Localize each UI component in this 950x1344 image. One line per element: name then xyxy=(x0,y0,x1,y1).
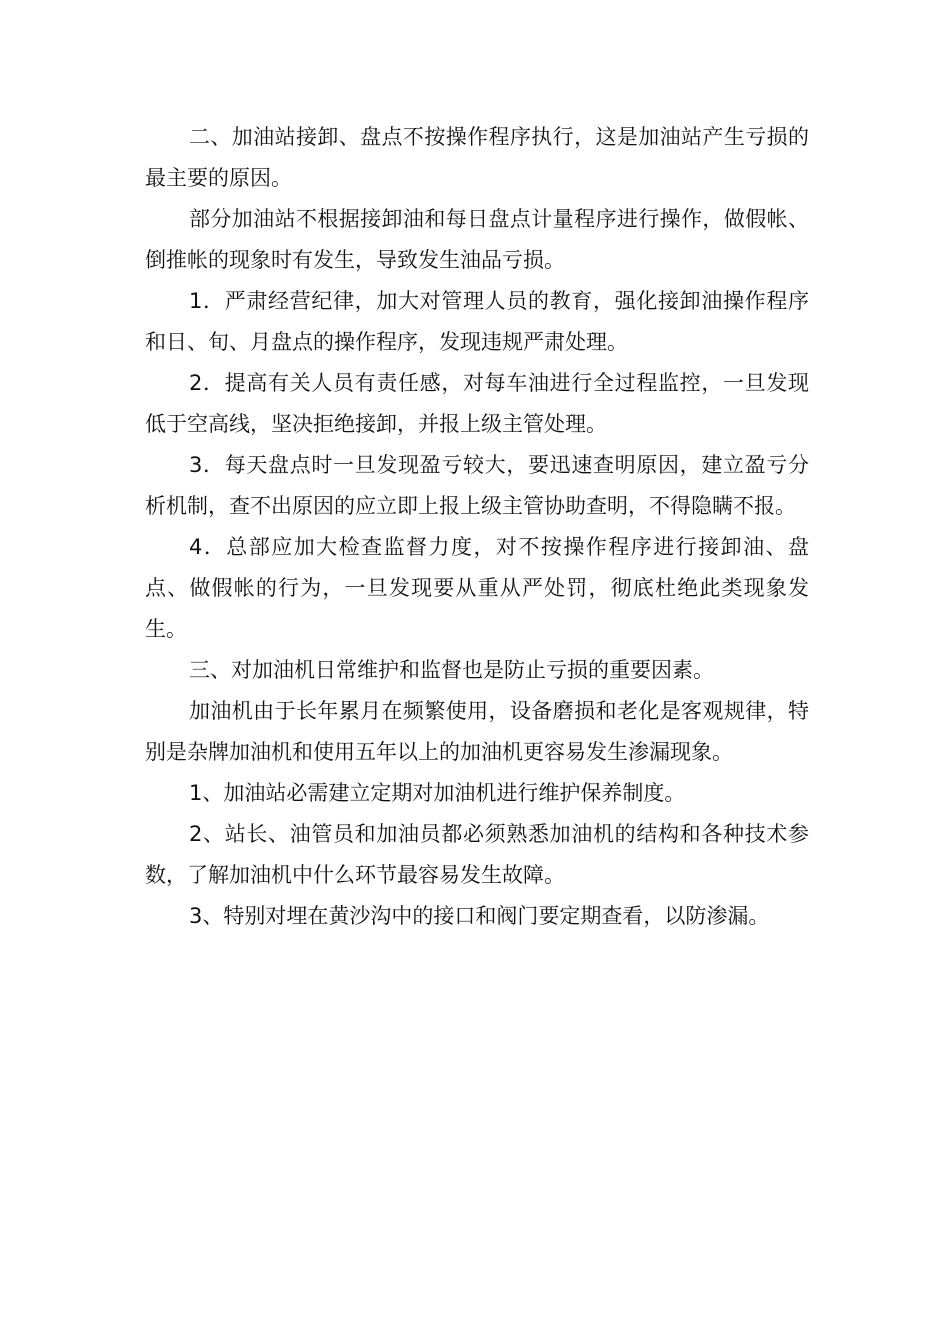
list-item-2: 2、站长、油管员和加油员都必须熟悉加油机的结构和各种技术参数，了解加油机中什么环节最容易发生故障。 xyxy=(145,822,809,887)
list-item-4: 4．总部应加大检查监督力度，对不按操作程序进行接卸油、盘点、做假帐的行为，一旦发现要从重从严处罚，彻底杜绝此类现象发生。 xyxy=(145,535,809,641)
document-body xyxy=(145,117,809,937)
list-item-2: 2．提高有关人员有责任感，对每车油进行全过程监控，一旦发现低于空高线，坚决拒绝接卸，并报上级主管处理。 xyxy=(145,371,809,436)
body-paragraph: 部分加油站不根据接卸油和每日盘点计量程序进行操作，做假帐、倒推帐的现象时有发生，导致发生油品亏损。 xyxy=(145,207,809,272)
body-paragraph: 加油机由于长年累月在频繁使用，设备磨损和老化是客观规律，特别是杂牌加油机和使用五年以上的加油机更容易发生渗漏现象。 xyxy=(145,699,809,764)
section-heading-3: 三、对加油机日常维护和监督也是防止亏损的重要因素。 xyxy=(189,658,714,682)
list-item-3: 3、特别对埋在黄沙沟中的接口和阀门要定期查看，以防渗漏。 xyxy=(189,904,770,928)
list-item-1: 1．严肃经营纪律，加大对管理人员的教育，强化接卸油操作程序和日、旬、月盘点的操作程序，发现违规严肃处理。 xyxy=(145,289,809,354)
list-item-1: 1、加油站必需建立定期对加油机进行维护保养制度。 xyxy=(189,781,686,805)
list-item-3: 3．每天盘点时一旦发现盈亏较大，要迅速查明原因，建立盈亏分析机制，查不出原因的应立即上报上级主管协助查明，不得隐瞒不报。 xyxy=(145,453,809,518)
section-heading-2: 二、加油站接卸、盘点不按操作程序执行，这是加油站产生亏损的最主要的原因。 xyxy=(145,125,809,190)
